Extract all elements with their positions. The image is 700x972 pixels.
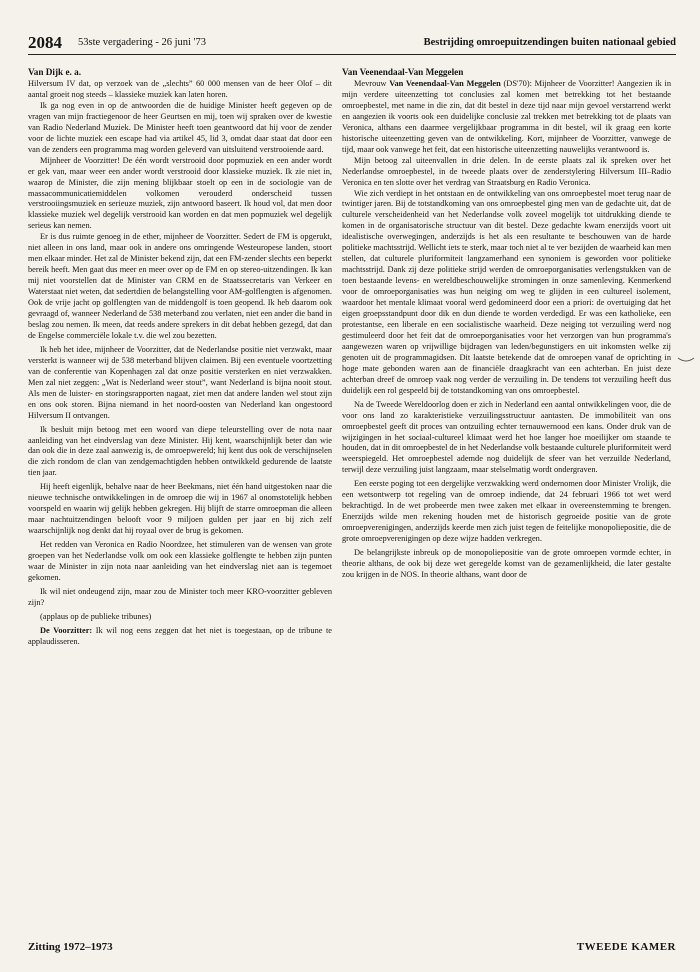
speaker-name: Van Veenendaal-Van Meggelen [389, 79, 501, 88]
header-title: Bestrijding omroepuitzendingen buiten nationaal gebied [423, 37, 676, 48]
paragraph: Ik wil niet ondeugend zijn, maar zou de Minister toch meer KRO-voorzitter gebleven zijn? [28, 586, 332, 607]
chamber-label: TWEEDE KAMER [576, 941, 676, 953]
page-number: 2084 [28, 33, 62, 52]
paragraph: Na de Tweede Wereldoorlog doen er zich in Nederland een aantal ontwikkelingen voor, die de voor ons land zo karakteristieke verzuilingsstructuur aantasten. De immobiliteit van ons omroepbestel geeft dit proces van ontzuiling echter ternauwernood een kans. Onder druk van de wijzigingen in het sociaal-cultureel klimaat werd het hoe langer hoe moeilijker om staande te houden, dat in dit omroepbestel de in het Nederlandse volk bestaande culturele pluriformiteit werd weerspiegeld. Het omroepbestel ademde nog duidelijk de sfeer van het verzuilde Nederland, terwijl deze verzuiling juist langzaam, maar stelselmatig wordt ondergraven. [342, 399, 671, 475]
running-footer [28, 941, 676, 957]
paragraph: Er is dus ruimte genoeg in de ether, mijnheer de Voorzitter. Sedert de FM is opgerukt, niet alleen in ons land, maar ook in andere ons omringende Westeuropese landen, stoort men elkaar minder. Het zal de Minister bekend zijn, dat een FM-zender slechts een beperkt bereik heeft. Men gaat dus meer en meer over op de FM en op stereo-uitzendingen. Ik kan mij niet voorstellen dat de Minister van CRM en de Staatssecretaris van Verkeer en Waterstaat niet weten, dat sedertdien de belangstelling voor AM-golflengten is afgenomen. Ook de vrije jacht op golflengten van de middengolf is toen geopend. Ik heb daarom ook gevraagd of, wanneer Nederland de 538 meterband zou verlaten, niet een ander die band in beslag zou nemen. Ik meen, dat reeds andere sprekers in dit debat hebben gezegd, dat dan de Engelse commerciële lokale t.v. die wel zou bezetten. [28, 232, 332, 340]
chair-label: De Voorzitter: [40, 625, 93, 635]
paragraph: Een eerste poging tot een dergelijke verzwakking werd ondernomen door Minister Vrolijk, die een wetsontwerp tot regeling van de omroep indiende, dat 24 februari 1966 tot wet werd bekrachtigd. In de wet probeerde men twee zaken met elkaar in overeenstemming te brengen. Enerzijds wilde men rekening houden met de historisch gegroeide positie van de grote omroepverenigingen, anderzijds keerde men zich juist tegen de feitelijke monopoliepositie, die de grote omroepverenigingen op deze wijze hadden verkregen. [342, 479, 671, 544]
paragraph [342, 79, 671, 156]
right-column [342, 66, 671, 924]
margin-mark [677, 356, 695, 364]
intro-pre: Mevrouw [354, 79, 390, 88]
session-label: Zitting 1972–1973 [28, 941, 113, 953]
paragraph: Mijn betoog zal uiteenvallen in drie delen. In de eerste plaats zal ik spreken over het Nederlandse omroepbestel, in de tweede plaats over de zenderstylering Hilversum III–Radio Veronica en ten slotte over het verdrag van Straatsburg en Radio Veronica. [342, 155, 671, 187]
paragraph: Ik besluit mijn betoog met een woord van diepe teleurstelling over de nota naar aanleiding van het eindverslag van deze Minister. Hij kent, waarschijnlijk beter dan wie dan ook die in deze zaal aanwezig is, de omroepwereld; hij kent dus ook de verschijnselen die zich rondom de clan van zendgemachtigden hebben ontwikkeld gedurende de laatste tien jaar. [28, 424, 332, 478]
chair-text: Ik wil nog eens zeggen dat het niet is toegestaan, op de tribune te applaudisseren. [28, 625, 332, 646]
paragraph: Ik heb het idee, mijnheer de Voorzitter, dat de Nederlandse positie niet verzwakt, maar versterkt is wanneer wij de 538 meterband blijven claimen. Bij een eventuele voortzetting van de conferentie van Kopenhagen zal dat onze positie versterken en niet verzwakken. Men zal niet zeggen: „Wat is Nederland weer stout”, want Nederland is bijna nooit stout. Als men de luister- en storingsrapporten nagaat, ziet men dat andere landen wel stout zijn en ons ook storen. Bijna niemand in het noord-oosten van Nederland kan ongestoord Hilversum II ontvangen. [28, 344, 332, 420]
paragraph: Hij heeft eigenlijk, behalve naar de heer Beekmans, niet één hand uitgestoken naar die nieuwe technische ontwikkelingen in de omroep die wij in 1967 al onomstotelijk hebben voorspeld en waarin wij gelijk hebben gekregen. Hij blijft de starre omroepman die alleen maar nachtuitzendingen belooft voor 9 miljoen gulden per jaar en bij zich zelf waarschijnlijk nog denkt dat hij royaal over de brug is gekomen. [28, 482, 332, 536]
applause-note: (applaus op de publieke tribunes) [40, 611, 152, 621]
left-column [28, 66, 332, 924]
paragraph: Mijnheer de Voorzitter! De één wordt verstrooid door popmuziek en een ander wordt er gek van, maar weer een ander wordt verstrooid door klassieke muziek. Ik zie niet in, waarop de Minister, die zijn mening blijkbaar stoelt op een in de sociologie van de massacommunicatiemiddelen volkomen verouderd onderscheid tussen verstrooiingsmuziek en serieuze muziek, zijn antwoord baseert. Ik houd vol, dat men door klassieke muziek wel degelijk verstrooid kan worden en dat men popmuziek wel degelijk serieus kan nemen. [28, 155, 332, 231]
paragraph: Het redden van Veronica en Radio Noordzee, het stimuleren van de wensen van grote groepen van het Nederlandse volk om ook een klassieke golflengte te hebben zijn punten waar de Minister in zijn nota naar aanleiding van het eindverslag niet aan is tegemoet gekomen. [28, 540, 332, 582]
intro-text: (DS'70): Mijnheer de Voorzitter! Aangezien ik in mijn verdere uiteenzetting tot conclusies zal komen met betrekking tot het bestaande omroepbestel, met name in die zin, dat dit bestel in deze tijd naar mijn gevoel verstarrend werkt en aangezien ik voorts ook een duidelijke conclusie zal trekken met betrekking tot de plaats van Veronica, althans een daarmee vergelijkbaar programma in dit bestel, wil ik graag een korte historische uiteenzetting geven van de ontwikkeling. Kort, mijnheer de Voorzitter, vanwege de tijd, maar ook vanwege het feit, dat een historische uiteenzetting nauwelijks verantwoord is. [342, 79, 671, 154]
speaker-heading: Van Dijk e. a. [28, 67, 82, 77]
paragraph: Ik ga nog even in op de antwoorden die de huidige Minister heeft gegeven op de vragen van mijn fractiegenoor de heer Geurtsen en mij, toen wij spraken over de kwestie van Radio Nederland Muziek. De Minister heeft toen geantwoord dat hij voor de zender voor de lichte muziek een escape had via artikel 45, lid 3, omdat daar staat dat door een van de zenders een programma mag worden geleverd van uitsluitend verstrooiende aard. [28, 100, 332, 154]
running-header [28, 34, 676, 55]
paragraph: Wie zich verdiept in het ontstaan en de ontwikkeling van ons omroepbestel moet terug naar de twintiger jaren. Bij de totstandkoming van ons omroepbestel ging men van de gedachte uit, dat de culturele verscheidenheid van het Nederlandse volk zoveel mogelijk tot uitdrukking diende te komen in de organisatorische structuur van dit bestel. Deze gedachte kwam enerzijds voort uit idealistische overwegingen, anderzijds is het als een resultante te beschouwen van de harde politieke machtsstrijd. Wellicht iets te sterk, maar toch niet al te ver bezijden de waarheid kan men stellen, dat culturele pluriformiteit langzamerhand een synoniem is geworden voor politieke machtsstrijd. Dank zij deze politieke strijd werden de omroeporganisaties verlengstukken van de toen bestaande levens- en wereldbeschouwelijke stromingen in onze samenleving. Kenmerkend voor de omroeporganisaties was hun neiging om weg te glijden in een cultureel isolement, waardoor het mentale klimaat vooral werd gedomineerd door een a priori: de overtuiging dat het eigen groepsstandpunt door dik en dun diende te worden verdedigd. Er was een katholieke, een protestantse, een liberale en een socialistische waarheid. Deze neiging tot verzuiling werd nog gestimuleerd door het feit dat de omroeporganisaties voor het verzorgen van hun programma's aangewezen waren op vrijwillige bijdragen van leden/begunstigers en uit inkomsten welke zij genoten uit de programmagidsen. Dit laatste betekende dat de omroepen vanaf de oprichting in hoge mate gebonden waren aan de financiële draagkracht van een achterban. En juist deze achterban dreef de omroep vaak nog verder de verzuiling in. De tendens tot verzuiling heeft dus duidelijk een rol gespeeld bij de totstandkoming van ons omroepbestel. [342, 188, 671, 395]
section-heading: Van Veenendaal-Van Meggelen [342, 67, 464, 77]
chair-remark [28, 626, 332, 648]
paragraph: De belangrijkste inbreuk op de monopoliepositie van de grote omroepen vormde echter, in theorie althans, de ook bij deze wet geregelde komst van de gezamenlijkheid, die later gestalte zou krijgen in de NOS. In theorie althans, want door de [342, 548, 671, 579]
paragraph: Hilversum IV dat, op verzoek van de „slechts” 60 000 mensen van de heer Olof – dit aantal groeit nog steeds – klassieke muziek kan laten horen. [28, 79, 332, 99]
session-date: 53ste vergadering - 26 juni '73 [78, 37, 206, 48]
